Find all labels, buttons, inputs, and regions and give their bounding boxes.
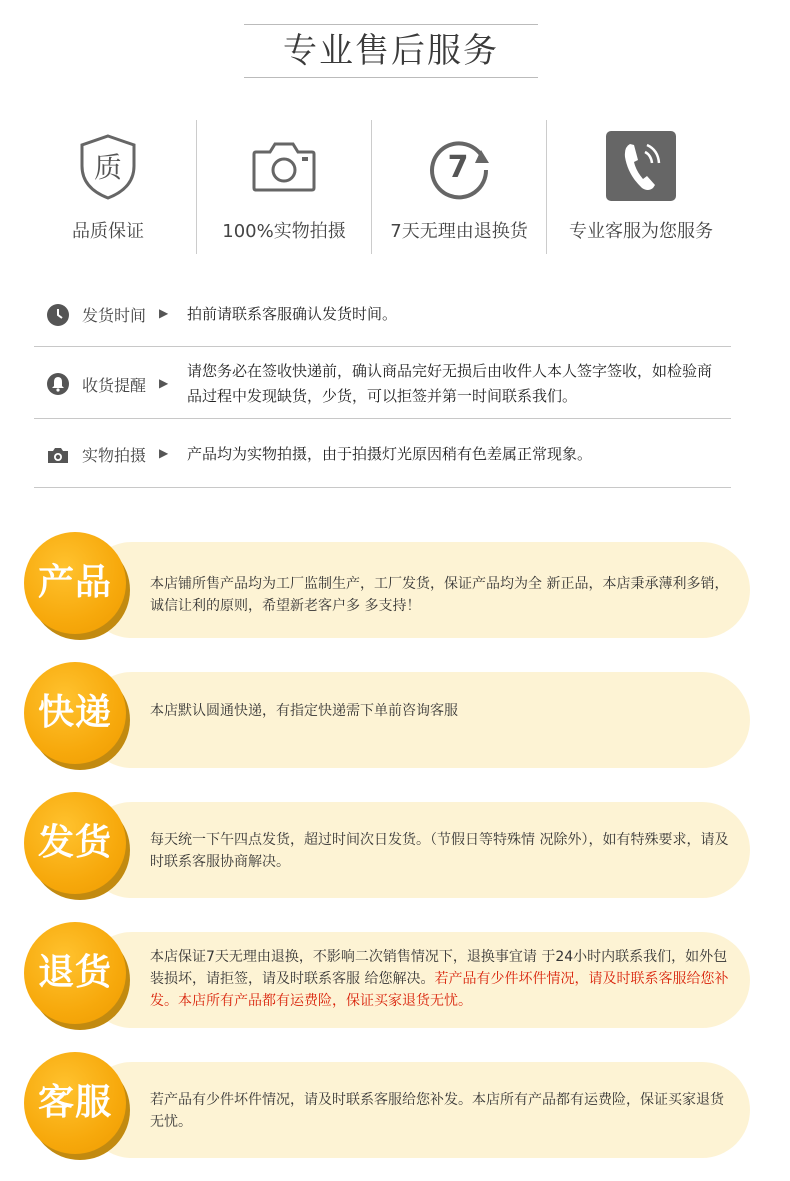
service-quality	[20, 120, 196, 254]
service-seven-day-return	[372, 120, 546, 254]
info-text: 拍前请联系客服确认发货时间。	[187, 305, 398, 323]
policy-card-returns	[24, 922, 750, 1032]
policy-card-shipping	[24, 792, 750, 902]
policy-card-product	[24, 532, 750, 642]
camera-icon	[248, 130, 320, 202]
info-divider	[34, 418, 731, 419]
info-label: 发货时间	[82, 306, 147, 325]
page-title: 专业售后服务	[283, 31, 499, 71]
policy-card-customer-service	[24, 1052, 750, 1162]
card-text: 本店保证7天无理由退换，不影响二次销售情况下，退换事宜请 于24小时内联系我们，如外包装损坏，请拒签，请及时联系客服 给您解决。	[150, 949, 728, 987]
card-text: 每天统一下午四点发货，超过时间次日发货。（节假日等特殊情 况除外），如有特殊要求，请及时联系客服协商解决。	[150, 832, 729, 870]
info-text: 请您务必在签收快递前，确认商品完好无损后由收件人本人签字签收，如检验商品过程中发现缺货，少货，可以拒签并第一时间联系我们。	[187, 362, 713, 405]
info-row-receipt-reminder	[34, 358, 731, 410]
card-badge: 发货	[37, 822, 112, 863]
info-label: 实物拍摄	[82, 446, 147, 465]
info-row-real-photos	[34, 440, 731, 470]
card-badge: 客服	[37, 1082, 112, 1123]
info-text: 产品均为实物拍摄，由于拍摄灯光原因稍有色差属正常现象。	[187, 445, 593, 463]
card-text: 若产品有少件坏件情况，请及时联系客服给您补发。本店所有产品都有运费险，保证买家退货无忧。	[150, 1092, 724, 1130]
service-real-photos	[197, 120, 371, 254]
svg-text:7: 7	[447, 150, 469, 185]
service-guarantees	[20, 120, 750, 254]
info-divider	[34, 346, 731, 347]
info-label: 收货提醒	[82, 376, 147, 395]
title-top-rule	[244, 24, 538, 25]
bell-icon	[46, 372, 70, 396]
info-arrow-icon: ▶	[159, 306, 169, 320]
shield-quality-icon	[72, 130, 144, 202]
policy-card-delivery	[24, 662, 750, 772]
service-label-seven-day-return: 7天无理由退换货	[390, 221, 528, 242]
svg-text:质: 质	[93, 151, 123, 184]
page-title-block	[244, 24, 538, 78]
seven-day-return-icon	[423, 130, 495, 202]
card-text: 本店默认圆通快递，有指定快递需下单前咨询客服	[150, 703, 458, 719]
info-arrow-icon: ▶	[159, 446, 169, 460]
info-divider	[34, 487, 731, 488]
card-text: 本店铺所售产品均为工厂监制生产，工厂发货，保证产品均为全 新正品，本店秉承薄利多销，诚信让利的原则，希望新老客户多 多支持！	[150, 576, 729, 614]
card-badge: 退货	[37, 952, 112, 993]
service-customer-support	[547, 120, 735, 254]
title-bottom-rule	[244, 77, 538, 78]
card-badge: 快递	[37, 692, 112, 733]
card-text-block	[150, 946, 730, 1012]
service-label-quality: 品质保证	[72, 221, 144, 242]
card-badge: 产品	[37, 562, 112, 603]
info-arrow-icon: ▶	[159, 376, 169, 390]
card-text-highlight: 若产品有少件坏件情况，请及时联系客服给您补发。本店所有产品都有运费险，保证买家退货无忧。	[150, 971, 729, 1009]
camera-icon	[46, 443, 70, 467]
clock-icon	[46, 303, 70, 327]
phone-icon	[605, 130, 677, 202]
service-label-real-photos: 100%实物拍摄	[222, 221, 346, 242]
info-row-shipping-time	[34, 300, 731, 330]
service-label-customer-support: 专业客服为您服务	[569, 221, 713, 242]
